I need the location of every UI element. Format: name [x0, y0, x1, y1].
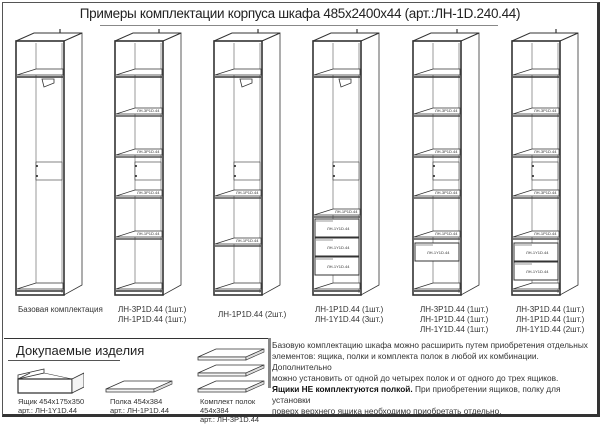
caption-config-2: [118, 305, 186, 325]
item-title: Комплект полок 454x384: [200, 397, 256, 415]
item-article: арт.: ЛН-3Р1D.44: [200, 415, 260, 424]
svg-text:ЛН-1Y1D.44: ЛН-1Y1D.44: [526, 250, 549, 255]
caption-config-5: [420, 305, 488, 335]
svg-text:ЛН-3Р1D.44: ЛН-3Р1D.44: [534, 108, 557, 113]
caption-line: ЛН-1Y1D.44 (2шт.): [516, 325, 585, 334]
svg-text:ЛН-1Y1D.44: ЛН-1Y1D.44: [327, 264, 350, 269]
caption-line: ЛН-1Y1D.44 (1шт.): [420, 325, 489, 334]
item-article: арт.: ЛН-1Р1D.44: [110, 406, 170, 415]
description: [272, 340, 594, 417]
caption-config-3: [218, 310, 286, 320]
description-line: элементов: ящика, полки и комплекта полок в любой их комбинации. Дополнительно: [272, 351, 539, 372]
caption-line: ЛН-1Р1D.44 (2шт.): [218, 310, 287, 319]
svg-text:ЛН-1Р1D.44: ЛН-1Р1D.44: [137, 231, 160, 236]
description-line: можно установить от одной до четырех полок и от одного до трех ящиков.: [272, 373, 559, 383]
svg-text:ЛН-1Y1D.44: ЛН-1Y1D.44: [327, 226, 350, 231]
caption-line: ЛН-1Y1D.44 (3шт.): [315, 315, 384, 324]
drawer-icon: [14, 365, 84, 395]
svg-text:ЛН-3Р1D.44: ЛН-3Р1D.44: [137, 190, 160, 195]
svg-text:ЛН-1Р1D.44: ЛН-1Р1D.44: [435, 231, 458, 236]
extra-item-shelf-set: [200, 397, 268, 424]
caption-line: ЛН-1Р1D.44 (1шт.): [516, 315, 585, 324]
caption-line: ЛН-1Р1D.44 (1шт.): [315, 305, 384, 314]
svg-text:ЛН-3Р1D.44: ЛН-3Р1D.44: [534, 149, 557, 154]
cabinet-config-3: [212, 27, 292, 299]
svg-text:ЛН-3Р1D.44: ЛН-3Р1D.44: [137, 108, 160, 113]
cabinet-config-4: [311, 27, 391, 299]
svg-text:ЛН-3Р1D.44: ЛН-3Р1D.44: [435, 108, 458, 113]
caption-line: ЛН-1Р1D.44 (1шт.): [420, 315, 489, 324]
page-title: Примеры комплектации корпуса шкафа 485x2400x44 (арт.:ЛН-1D.240.44): [79, 6, 521, 21]
shelf-icon: [104, 379, 174, 393]
description-warning: Ящики НЕ комплектуются полкой.: [272, 384, 413, 394]
caption-line: ЛН-3Р1D.44 (1шт.): [420, 305, 489, 314]
cabinet-base: [14, 27, 94, 299]
cabinet-config-2: [113, 27, 193, 299]
extras-panel: [4, 338, 268, 424]
svg-text:ЛН-3Р1D.44: ЛН-3Р1D.44: [435, 190, 458, 195]
svg-text:ЛН-1Р1D.44: ЛН-1Р1D.44: [335, 209, 358, 214]
extras-underline: [8, 360, 120, 361]
item-title: Ящик 454x175x350: [18, 397, 85, 406]
caption-line: ЛН-1Р1D.44 (1шт.): [118, 315, 187, 324]
svg-text:ЛН-1Р1D.44: ЛН-1Р1D.44: [236, 190, 259, 195]
description-line: поверх верхнего ящика необходимо приобретать отдельно.: [272, 406, 502, 416]
description-line: При приобретении ящиков, полку для установки: [272, 384, 561, 405]
description-line: Базовую комплектацию шкафа можно расширить путем приобретения отдельных: [272, 340, 588, 350]
extra-item-drawer: [18, 397, 84, 415]
item-title: Полка 454x384: [110, 397, 163, 406]
cabinet-config-6: [510, 27, 590, 299]
cabinet-config-5: [411, 27, 491, 299]
description-bar: [268, 338, 271, 388]
extras-title: Докупаемые изделия: [16, 343, 145, 358]
item-article: арт.: ЛН-1Y1D.44: [18, 406, 78, 415]
svg-text:ЛН-1Y1D.44: ЛН-1Y1D.44: [327, 245, 350, 250]
caption-line: ЛН-3Р1D.44 (1шт.): [516, 305, 585, 314]
svg-text:ЛН-1Р1D.44: ЛН-1Р1D.44: [236, 238, 259, 243]
svg-text:ЛН-3Р1D.44: ЛН-3Р1D.44: [435, 149, 458, 154]
caption-line: ЛН-3Р1D.44 (1шт.): [118, 305, 187, 314]
svg-text:ЛН-1Y1D.44: ЛН-1Y1D.44: [427, 250, 450, 255]
caption-base: [18, 305, 103, 315]
caption-line: Базовая комплектация: [18, 305, 103, 314]
title-underline: [100, 25, 498, 26]
caption-config-6: [516, 305, 584, 335]
extra-item-shelf: [110, 397, 169, 415]
svg-text:ЛН-3Р1D.44: ЛН-3Р1D.44: [534, 190, 557, 195]
svg-text:ЛН-1Y1D.44: ЛН-1Y1D.44: [526, 269, 549, 274]
caption-config-4: [315, 305, 383, 325]
svg-text:ЛН-1Р1D.44: ЛН-1Р1D.44: [534, 231, 557, 236]
svg-text:ЛН-3Р1D.44: ЛН-3Р1D.44: [137, 149, 160, 154]
shelf-set-icon: [196, 347, 266, 395]
